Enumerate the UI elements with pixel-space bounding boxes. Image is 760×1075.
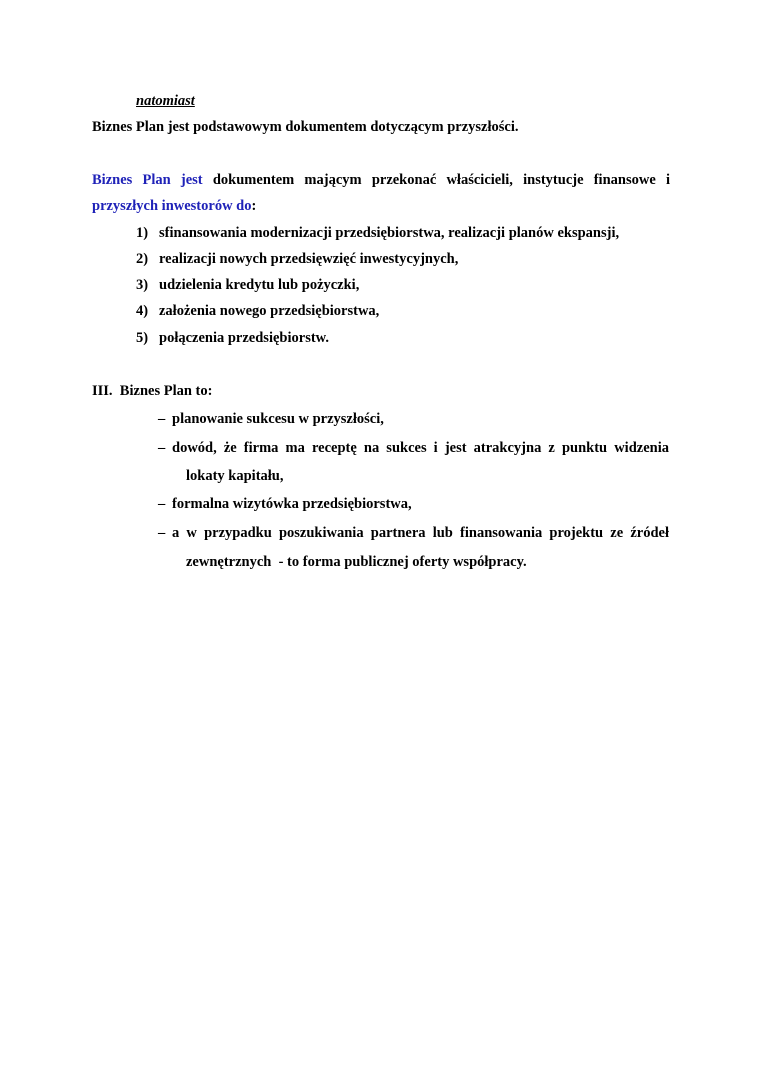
dash-marker: – xyxy=(158,411,166,427)
list-item xyxy=(136,224,619,242)
list-number: 3) xyxy=(136,277,149,293)
bullet-item xyxy=(158,439,669,457)
bullet-text: planowanie sukcesu w przyszłości, xyxy=(172,411,384,427)
list-number: 4) xyxy=(136,303,149,319)
bullet-item xyxy=(158,410,384,428)
list-text: założenia nowego przedsiębiorstwa, xyxy=(159,303,380,319)
list-text: sfinansowania modernizacji przedsiębiorstwa, realizacji planów ekspansji, xyxy=(159,225,620,241)
bullet-continuation: zewnętrznych - to forma publicznej oferty współpracy. xyxy=(186,554,527,570)
purpose-line-1 xyxy=(92,171,670,189)
section-heading: III. Biznes Plan to: xyxy=(92,383,213,399)
investors-text: przyszłych inwestorów do xyxy=(92,198,252,214)
bullet-text: a w przypadku poszukiwania partnera lub finansowania projektu ze źródeł xyxy=(172,525,669,541)
list-item xyxy=(136,250,458,268)
list-item xyxy=(136,276,359,294)
bullet-item xyxy=(158,495,412,513)
connector-word: natomiast xyxy=(136,93,195,109)
purpose-colon: : xyxy=(251,198,257,214)
purpose-line-2 xyxy=(92,197,256,215)
bullet-item xyxy=(158,524,669,542)
list-number: 1) xyxy=(136,225,149,241)
list-item xyxy=(136,329,329,347)
list-text: połączenia przedsiębiorstw. xyxy=(159,330,329,346)
list-number: 5) xyxy=(136,330,149,346)
purpose-subject: Biznes Plan jest xyxy=(92,172,203,188)
bullet-continuation: lokaty kapitału, xyxy=(186,468,284,484)
dash-marker: – xyxy=(158,440,166,456)
bullet-text: dowód, że firma ma receptę na sukces i jest atrakcyjna z punktu widzenia xyxy=(172,440,669,456)
dash-marker: – xyxy=(158,525,166,541)
list-number: 2) xyxy=(136,251,149,267)
list-text: udzielenia kredytu lub pożyczki, xyxy=(159,277,360,293)
dash-marker: – xyxy=(158,496,166,512)
bullet-text: formalna wizytówka przedsiębiorstwa, xyxy=(172,496,412,512)
intro-sentence: Biznes Plan jest podstawowym dokumentem dotyczącym przyszłości. xyxy=(92,119,519,135)
purpose-text: dokumentem mającym przekonać właścicieli, instytucje finansowe i xyxy=(212,172,671,188)
list-item xyxy=(136,302,379,320)
list-text: realizacji nowych przedsięwzięć inwestycyjnych, xyxy=(159,251,459,267)
